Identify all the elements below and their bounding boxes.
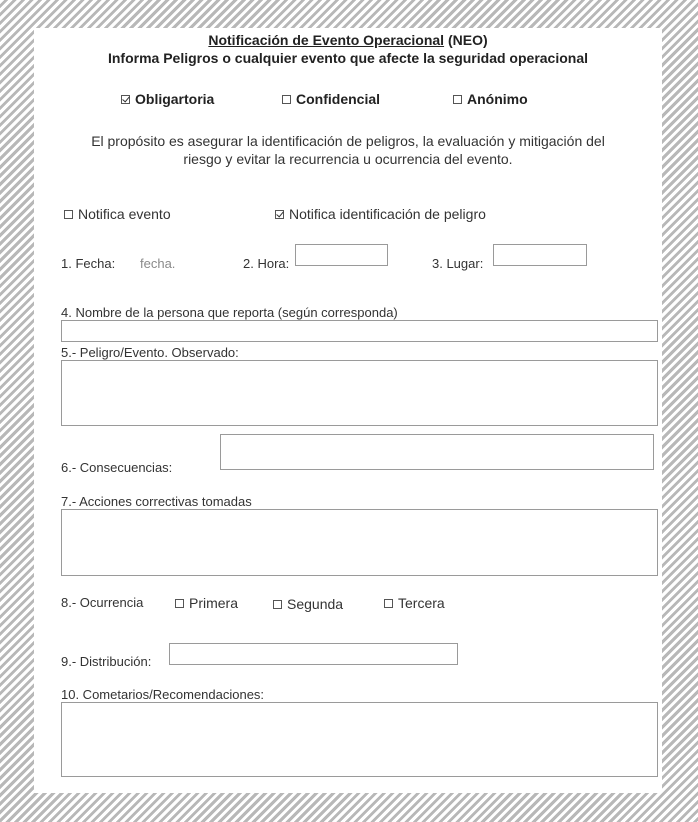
option-anonimo-label: Anónimo [467,91,528,107]
checkbox-notifica-evento[interactable] [64,210,73,219]
option-confidencial-label: Confidencial [296,91,381,107]
comentarios-textarea[interactable] [61,702,658,777]
form-subtitle: Informa Peligros o cualquier evento que afecte la seguridad operacional [107,50,589,66]
consecuencias-textarea[interactable] [220,434,654,470]
nombre-input[interactable] [61,320,658,342]
fecha-label: 1. Fecha: [61,256,116,271]
checkbox-notifica-peligro[interactable] [275,210,284,219]
checkbox-obligatoria[interactable] [121,95,130,104]
option-obligatoria[interactable] [121,91,214,107]
checkbox-tercera[interactable] [384,599,393,608]
option-notifica-evento-label: Notifica evento [78,206,171,222]
hora-label: 2. Hora: [243,256,290,271]
distribucion-input[interactable] [169,643,458,665]
hora-input[interactable] [295,244,388,266]
purpose-text [34,132,662,168]
purpose-line-1: El propósito es asegurar la identificación de peligros, la evaluación y mitigación del [91,133,605,149]
option-segunda[interactable] [273,596,343,612]
lugar-input[interactable] [493,244,587,266]
checkbox-confidencial[interactable] [282,95,291,104]
option-notifica-peligro[interactable] [275,206,486,222]
option-tercera[interactable] [384,595,445,611]
option-segunda-label: Segunda [287,596,344,612]
checkbox-segunda[interactable] [273,600,282,609]
consecuencias-label: 6.- Consecuencias: [61,460,173,475]
form-title [34,32,662,49]
checkbox-primera[interactable] [175,599,184,608]
lugar-label: 3. Lugar: [432,256,484,271]
option-notifica-peligro-label: Notifica identificación de peligro [289,206,486,222]
option-confidencial[interactable] [282,91,380,107]
option-obligatoria-label: Obligartoria [135,91,215,107]
option-anonimo[interactable] [453,91,528,107]
checkbox-anonimo[interactable] [453,95,462,104]
peligro-label: 5.- Peligro/Evento. Observado: [61,345,239,360]
purpose-line-2: riesgo y evitar la recurrencia u ocurrencia del evento. [183,151,513,167]
comentarios-label: 10. Cometarios/Recomendaciones: [61,687,265,702]
form-sheet [34,28,662,793]
option-notifica-evento[interactable] [64,206,171,222]
option-primera-label: Primera [189,595,239,611]
option-tercera-label: Tercera [398,595,445,611]
option-primera[interactable] [175,595,238,611]
acciones-textarea[interactable] [61,509,658,576]
fecha-input[interactable]: fecha. [140,256,176,271]
form-title-main: Notificación de Evento Operacional [208,32,445,48]
acciones-label: 7.- Acciones correctivas tomadas [61,494,252,509]
ocurrencia-label: 8.- Ocurrencia [61,595,144,610]
distribucion-label: 9.- Distribución: [61,654,152,669]
form-title-suffix: (NEO) [444,32,488,48]
peligro-textarea[interactable] [61,360,658,426]
nombre-label: 4. Nombre de la persona que reporta (según corresponda) [61,305,398,320]
